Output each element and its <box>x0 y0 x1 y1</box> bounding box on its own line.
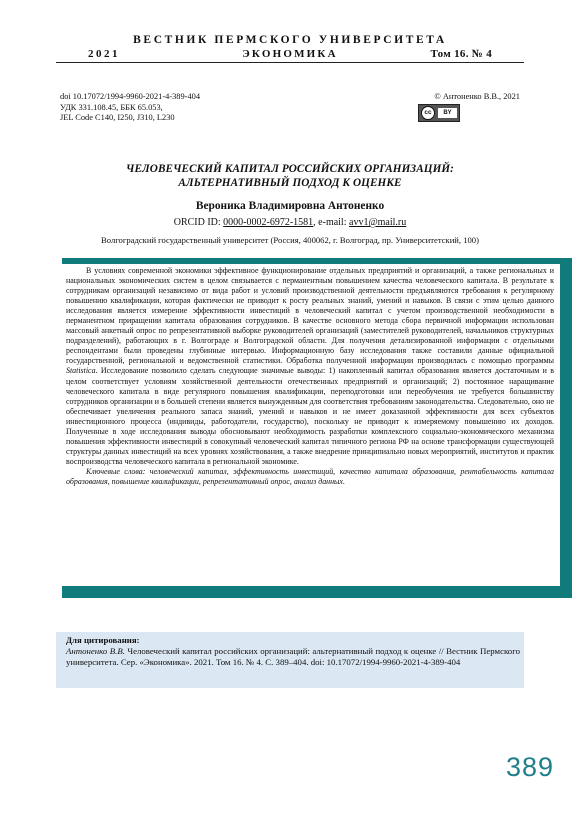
abstract <box>66 266 554 487</box>
page-number: 389 <box>505 752 554 782</box>
journal-title: ВЕСТНИК ПЕРМСКОГО УНИВЕРСИТЕТА <box>133 34 447 46</box>
orcid-link[interactable]: 0000-0002-6972-1581 <box>223 217 314 228</box>
citation-reference: Человеческий капитал российских организаций: альтернативный подход к оценке // Вестник Пермского университета. Сер. «Экономика». 2021. Том 16. № 4. С. 389–404. doi: 10.17072/1994-9960-2021-4-389-404 <box>66 646 520 668</box>
cc-by-license-icon[interactable] <box>418 104 460 122</box>
paper-title-line-2: АЛЬТЕРНАТИВНЫЙ ПОДХОД К ОЦЕНКЕ <box>178 177 402 189</box>
by-label: BY <box>438 108 457 118</box>
orcid-label: ORCID ID: <box>173 217 224 228</box>
email-label: , e-mail: <box>313 217 349 228</box>
header-volume: Том 16. № 4 <box>430 48 492 60</box>
paper-title <box>40 162 540 190</box>
email-link[interactable]: avv1@mail.ru <box>349 217 407 228</box>
cc-icon: cc <box>421 106 435 120</box>
header-section: ЭКОНОМИКА <box>242 48 338 60</box>
article-meta <box>60 92 200 124</box>
abstract-body <box>66 266 554 467</box>
author-name: Вероника Владимировна Антоненко <box>195 200 385 212</box>
paper-title-line-1: ЧЕЛОВЕЧЕСКИЙ КАПИТАЛ РОССИЙСКИХ ОРГАНИЗАЦИЙ: <box>125 163 454 175</box>
running-header <box>88 48 492 62</box>
copyright-notice: © Антоненко В.В., 2021 <box>434 92 520 101</box>
citation-author: Антоненко В.В. <box>66 646 125 656</box>
doi-line: doi 10.17072/1994-9960-2021-4-389-404 <box>60 92 201 101</box>
citation-heading: Для цитирования: <box>66 635 140 645</box>
software-name: Statistica <box>66 366 96 376</box>
abstract-text-part-1: В условиях современной экономики эффективное функционирование отдельных предприятий и организаций, а также региональных и национальных экономических систем в целом связывается с перманентным повышением качества человеческого капитала. В результате к сотрудникам организаций независимо от вида работ и условий производственной деятельности предъявляются требования к регулярному повышению квалификации, которая фактически не приводит к росту реальных знаний, умений и навыков. В связи с этим целью данного исследования является измерение эффективности инвестиций в человеческий капитал с учетом производственной необходимости в перманентном приращении капитала образования сотрудников. В качестве основного метода сбора первичной информации использован массовый анкетный опрос по репрезентативной выборке руководителей организаций (заместителей руководителей, начальников структурных подразделений), работающих в г. Волгограде и Волгоградской области. Для получения детализированной информации с отдельными респондентами были проведены глубинные интервью. Информационную базу исследования также составили данные официальной государственной, региональной и ведомственной статистики. Обработка полученной информации производилась с помощью программы <box>66 266 554 366</box>
abstract-text-part-2: . Исследование позволило сделать следующие значимые выводы: 1) накопленный капитал образования является достаточным и в целом соответствует условиям хозяйственной деятельности отечественных предприятий и организаций; 2) постоянное наращивание человеческого капитала в виде регулярного повышения квалификации, переподготовки или переобучения не требуется большинству сотрудников организации и в большей степени является вынужденным для соответствия требованиям законодательства. Следовательно, оно не обеспечивает увеличения реального запаса знаний, умений и навыков и не имеет доказанной эффективности для всех субъектов инвестиционного процесса (индивиды, работодатели, государство), поскольку не приводит к измеряемому повышению их доходов. Полученные в ходе исследования выводы обосновывают необходимость разработки комплексного социально-экономического механизма повышения эффективности инвестиций в совокупный человеческий капитал типичного региона РФ на основе трансформации существующей структуры данных инвестиций на всех уровнях хозяйствования, а также внедрение принципиально новых мероприятий, институтов и практик воспроизводства человеческого капитала в региональной экономике. <box>66 366 554 466</box>
keywords: Ключевые слова: человеческий капитал, эффективность инвестиций, качество капитала образования, рентабельность капитала образования, повышение квалификации, репрезентативный опрос, анализ данных. <box>66 466 554 486</box>
author-contacts <box>0 217 580 228</box>
citation-text <box>66 646 520 669</box>
jel-line: JEL Code C140, I250, J310, L230 <box>60 113 175 123</box>
udk-line: УДК 331.108.45, ББК 65.053, <box>60 102 163 112</box>
header-rule <box>56 62 524 63</box>
author-affiliation: Волгоградский государственный университет (Россия, 400062, г. Волгоград, пр. Университетский, 100) <box>101 235 479 245</box>
header-year: 2021 <box>88 48 120 60</box>
